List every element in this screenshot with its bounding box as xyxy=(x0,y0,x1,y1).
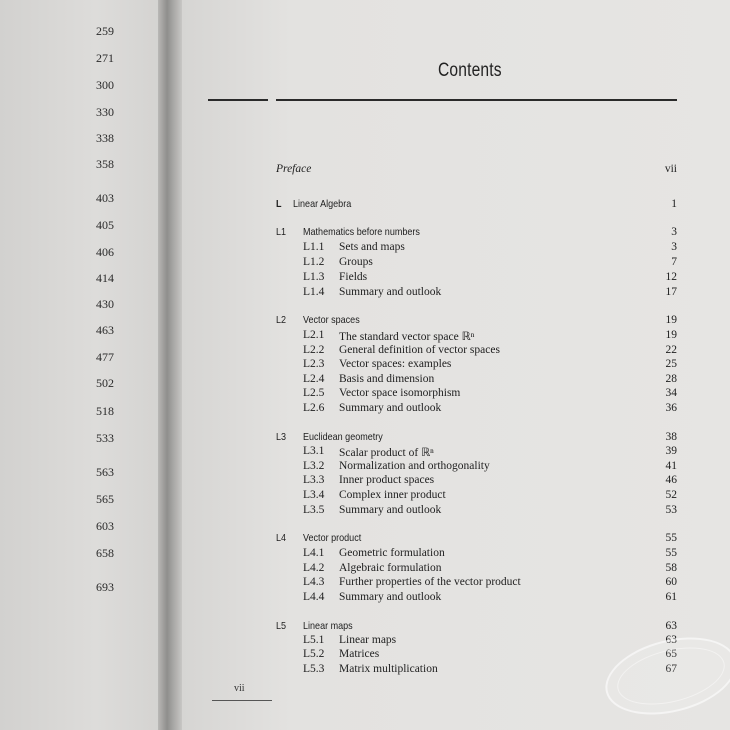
title-rule-left xyxy=(208,99,268,101)
part-page: 1 xyxy=(671,198,677,210)
section-page: 65 xyxy=(665,648,677,660)
section-number: L3.2 xyxy=(303,460,325,472)
section-title: Fields xyxy=(339,271,368,283)
section-title: Vector space isomorphism xyxy=(339,387,461,399)
section-page: 58 xyxy=(665,562,677,574)
section-page: 41 xyxy=(665,460,677,472)
section-number: L2.6 xyxy=(303,402,325,414)
folio-rule xyxy=(212,700,272,701)
section-number: L5.2 xyxy=(303,648,325,660)
section-number: L4.2 xyxy=(303,562,325,574)
left-page-number: 563 xyxy=(96,465,114,479)
section-number: L2.5 xyxy=(303,387,325,399)
section-number: L3.4 xyxy=(303,489,325,501)
left-page-number: 603 xyxy=(96,519,114,533)
left-page-number: 330 xyxy=(96,105,114,119)
section-page: 63 xyxy=(665,634,677,646)
left-page-number: 403 xyxy=(96,191,114,205)
section-page: 19 xyxy=(665,329,677,341)
chapter-number: L3 xyxy=(276,431,287,443)
chapter-page: 19 xyxy=(665,314,677,326)
left-page-number: 338 xyxy=(96,131,114,145)
chapter-page: 55 xyxy=(665,532,677,544)
chapter-page: 3 xyxy=(671,226,677,238)
left-page-number: 463 xyxy=(96,323,114,337)
preface-label: Preface xyxy=(276,163,312,175)
left-page-number: 414 xyxy=(96,271,114,285)
preface-page: vii xyxy=(664,163,677,175)
section-number: L2.3 xyxy=(303,358,325,370)
section-number: L4.1 xyxy=(303,547,325,559)
section-title: Basis and dimension xyxy=(339,373,435,385)
section-number: L3.5 xyxy=(303,504,325,516)
section-title: Summary and outlook xyxy=(339,402,442,414)
section-page: 61 xyxy=(665,591,677,603)
left-page-number: 658 xyxy=(96,546,114,560)
section-title: Sets and maps xyxy=(339,241,405,253)
section-title: Summary and outlook xyxy=(339,504,442,516)
chapter-page: 38 xyxy=(665,431,677,443)
chapter-number: L2 xyxy=(276,314,287,326)
section-title: Inner product spaces xyxy=(339,474,435,486)
chapter-title: Vector product xyxy=(303,532,362,544)
section-page: 12 xyxy=(665,271,677,283)
chapter-page: 63 xyxy=(665,620,677,632)
section-number: L1.1 xyxy=(303,241,325,253)
section-title: Matrix multiplication xyxy=(339,663,438,675)
part-number: L xyxy=(276,198,282,210)
section-title: The standard vector space ℝⁿ xyxy=(339,331,475,343)
chapter-title: Vector spaces xyxy=(303,314,360,326)
left-page-number: 502 xyxy=(96,376,114,390)
section-page: 53 xyxy=(665,504,677,516)
chapter-title: Linear maps xyxy=(303,620,353,632)
left-page-number: 406 xyxy=(96,245,114,259)
section-page: 22 xyxy=(665,344,677,356)
section-number: L2.4 xyxy=(303,373,325,385)
section-title: Summary and outlook xyxy=(339,286,442,298)
section-title: Complex inner product xyxy=(339,489,446,501)
page-title: Contents xyxy=(438,60,502,81)
section-title: Linear maps xyxy=(339,634,397,646)
left-page-number: 518 xyxy=(96,404,114,418)
title-rule xyxy=(276,99,677,101)
section-number: L1.2 xyxy=(303,256,325,268)
left-page-number: 300 xyxy=(96,78,114,92)
section-page: 60 xyxy=(665,576,677,588)
section-page: 34 xyxy=(665,387,677,399)
left-page-number: 430 xyxy=(96,297,114,311)
section-page: 7 xyxy=(671,256,677,268)
left-page-number: 405 xyxy=(96,218,114,232)
book-gutter xyxy=(158,0,184,730)
left-page-number: 271 xyxy=(96,51,114,65)
section-title: General definition of vector spaces xyxy=(339,344,500,356)
chapter-number: L1 xyxy=(276,226,287,238)
section-page: 39 xyxy=(665,445,677,457)
section-title: Summary and outlook xyxy=(339,591,442,603)
section-page: 46 xyxy=(665,474,677,486)
right-page xyxy=(182,0,730,730)
chapter-title: Mathematics before numbers xyxy=(303,226,420,238)
section-title: Normalization and orthogonality xyxy=(339,460,490,472)
section-number: L3.3 xyxy=(303,474,325,486)
section-number: L2.1 xyxy=(303,329,325,341)
left-page-number: 477 xyxy=(96,350,114,364)
section-number: L2.2 xyxy=(303,344,325,356)
section-page: 36 xyxy=(665,402,677,414)
section-page: 67 xyxy=(665,663,677,675)
section-number: L4.4 xyxy=(303,591,325,603)
chapter-number: L4 xyxy=(276,532,287,544)
section-page: 3 xyxy=(671,241,677,253)
section-page: 25 xyxy=(665,358,677,370)
section-title: Further properties of the vector product xyxy=(339,576,521,588)
section-number: L3.1 xyxy=(303,445,325,457)
section-page: 55 xyxy=(665,547,677,559)
part-title: Linear Algebra xyxy=(293,198,352,210)
section-page: 17 xyxy=(665,286,677,298)
left-page-number: 358 xyxy=(96,157,114,171)
section-title: Vector spaces: examples xyxy=(339,358,452,370)
left-page-number: 259 xyxy=(96,24,114,38)
section-number: L1.4 xyxy=(303,286,325,298)
section-page: 52 xyxy=(665,489,677,501)
section-number: L4.3 xyxy=(303,576,325,588)
section-title: Groups xyxy=(339,256,373,268)
section-title: Algebraic formulation xyxy=(339,562,442,574)
chapter-number: L5 xyxy=(276,620,287,632)
left-page-number: 533 xyxy=(96,431,114,445)
page-folio: vii xyxy=(234,683,245,694)
section-page: 28 xyxy=(665,373,677,385)
section-title: Geometric formulation xyxy=(339,547,445,559)
chapter-title: Euclidean geometry xyxy=(303,431,383,443)
left-page-number: 565 xyxy=(96,492,114,506)
section-number: L5.1 xyxy=(303,634,325,646)
left-page-number: 693 xyxy=(96,580,114,594)
section-number: L1.3 xyxy=(303,271,325,283)
section-number: L5.3 xyxy=(303,663,325,675)
section-title: Matrices xyxy=(339,648,380,660)
section-title: Scalar product of ℝⁿ xyxy=(339,447,434,459)
